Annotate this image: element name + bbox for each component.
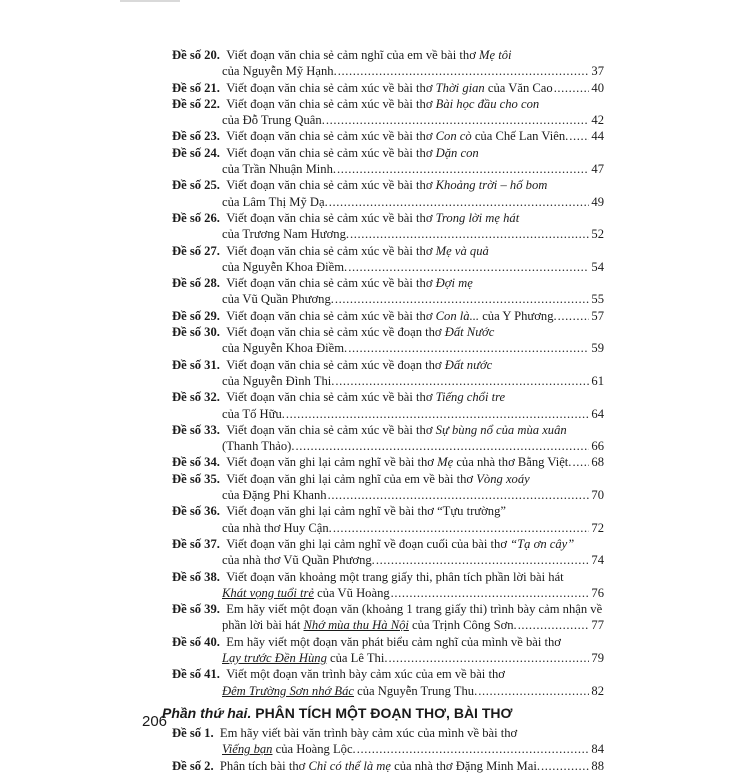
title-text: của Lâm Thị Mỹ Dạ. (222, 194, 328, 209)
title-text: Viết đoạn văn ghi lại cảm nghĩ về bài thơ “Tựu trường” (226, 504, 506, 519)
dot-leader (338, 63, 589, 79)
entry-title (222, 617, 517, 633)
title-text: của Đặng Phi Khanh (222, 488, 327, 503)
toc-entry (172, 47, 604, 80)
page-ref: 37 (591, 64, 604, 79)
dot-leader (348, 259, 589, 275)
page-ref: 70 (591, 488, 604, 503)
exercise-number: Đề số 35. (172, 471, 220, 486)
entry-title (222, 194, 328, 210)
title-text: Viết đoạn văn chia sẻ cảm xúc về bài thơ (226, 210, 436, 225)
dot-leader (350, 226, 589, 242)
toc-entry (172, 422, 604, 455)
toc-entry-line (172, 63, 604, 79)
title-text: Em hãy viết bài văn trình bày cảm xúc của mình về bài thơ (219, 726, 518, 741)
toc-entry (172, 243, 604, 276)
section-title: PHÂN TÍCH MỘT ĐOẠN THƠ, BÀI THƠ (251, 704, 513, 721)
work-title: “Tạ ơn cây” (510, 536, 575, 551)
toc-entry (172, 210, 604, 243)
toc-entry-line (172, 161, 604, 177)
toc-entry-line (172, 291, 604, 307)
toc-entry-line (172, 471, 604, 487)
exercise-number: Đề số 31. (172, 357, 220, 372)
exercise-number: Đề số 28. (172, 276, 220, 291)
page-ref: 76 (591, 585, 604, 600)
section-label: Phần thứ hai. (162, 704, 252, 721)
entry-title (220, 758, 540, 774)
dot-leader (572, 454, 589, 470)
entry-title (222, 112, 325, 128)
toc-entry (172, 145, 604, 178)
entry-title (222, 340, 347, 356)
title-text: Viết đoạn văn chia sẻ cảm xúc về bài thơ (226, 80, 436, 95)
work-title (222, 684, 354, 698)
title-text: của Nguyễn Đình Thi. (222, 373, 335, 388)
title-text: của Chế Lan Viên. (471, 129, 569, 144)
exercise-number: Đề số 20. (172, 48, 220, 62)
title-text: của Vũ Quần Phương. (222, 292, 334, 307)
work-title: Chỉ có thể là mẹ (308, 758, 391, 773)
toc-part-one (172, 47, 604, 699)
exercise-number: Đề số 34. (172, 455, 220, 470)
toc-entry (172, 569, 604, 602)
entry-title (226, 569, 563, 585)
work-title: Vòng xoáy (476, 471, 530, 486)
entry-title (222, 683, 477, 699)
entry-title (222, 520, 332, 536)
title-text: của Hoàng Lộc. (272, 742, 356, 757)
toc-entry-line (172, 96, 604, 112)
toc-entry-line (172, 275, 604, 291)
dot-leader (389, 650, 589, 666)
exercise-number: Đề số 23. (172, 129, 220, 144)
toc-entry-line (172, 725, 604, 741)
title-text: của nhà thơ Vũ Quần Phương. (222, 553, 375, 568)
title-text: Viết đoạn văn chia sẻ cảm xúc về bài thơ (226, 422, 436, 437)
page-number: 206 (142, 713, 168, 730)
page-ref: 57 (591, 308, 604, 323)
entry-title (222, 161, 336, 177)
work-title: Sự bùng nổ của mùa xuân (435, 422, 567, 437)
exercise-number: Đề số 41. (172, 667, 220, 682)
work-title: Đất Nước (444, 325, 495, 340)
work-title: Con là... (435, 308, 480, 323)
title-text: của Trịnh Công Sơn. (408, 618, 517, 633)
dot-leader (569, 128, 589, 144)
exercise-number: Đề số 39. (172, 602, 220, 617)
title-text: của nhà thơ Đặng Minh Mai. (390, 758, 540, 773)
work-title: Đất nước (444, 357, 493, 372)
entry-title (226, 601, 602, 617)
dot-leader (376, 552, 589, 568)
dot-leader (478, 683, 589, 699)
toc-entry-line (172, 128, 604, 144)
dot-leader (558, 308, 589, 324)
toc-entry-line (172, 406, 604, 422)
title-text: Viết một đoạn văn trình bày cảm xúc của em về bài thơ (226, 667, 505, 682)
toc-entry-line (172, 487, 604, 503)
entry-title (222, 259, 347, 275)
entry-title (222, 291, 334, 307)
title-text: Viết đoạn văn chia sẻ cảm xúc về bài thơ (226, 276, 436, 291)
page-ref: 55 (591, 292, 604, 307)
work-title-text: Viếng bạn (222, 742, 273, 757)
toc-entry-line (172, 585, 604, 601)
exercise-number: Đề số 26. (172, 210, 220, 225)
page-ref: 82 (591, 683, 604, 698)
entry-title (222, 226, 349, 242)
exercise-number: Đề số 33. (172, 422, 220, 437)
toc-entry (172, 601, 604, 634)
page-ref: 84 (591, 742, 604, 757)
toc-entry-line (172, 666, 604, 682)
work-title: Mẹ và quả (435, 243, 489, 258)
toc-entry-line (172, 80, 604, 96)
toc-entry-line (172, 454, 604, 470)
title-text: của nhà thơ Huy Cận. (222, 520, 332, 535)
toc-entry (172, 725, 604, 758)
title-text: Viết đoạn văn chia sẻ cảm xúc về bài thơ (226, 243, 436, 258)
page-ref: 72 (591, 520, 604, 535)
title-text: Viết đoạn văn chia sẻ cảm xúc về bài thơ (226, 390, 436, 405)
title-text: (Thanh Thảo). (222, 439, 295, 454)
work-title-text: Đêm Trường Sơn nhớ Bác (222, 683, 354, 698)
toc-entry (172, 666, 604, 699)
entry-title (226, 324, 494, 340)
exercise-number: Đề số 29. (172, 308, 220, 323)
entry-title (222, 406, 285, 422)
toc-entry (172, 177, 604, 210)
section-heading (162, 705, 604, 721)
entry-title (222, 438, 295, 454)
exercise-number: Đề số 1. (172, 726, 214, 741)
page-ref: 40 (591, 80, 604, 95)
toc-entry-line (172, 503, 604, 519)
work-title (222, 742, 272, 756)
work-title: Con cò (435, 129, 472, 144)
toc-entry (172, 308, 604, 324)
page-ref: 59 (591, 341, 604, 356)
toc-entry (172, 324, 604, 357)
toc-entry-line (172, 324, 604, 340)
toc-entry-line (172, 373, 604, 389)
work-title (304, 618, 409, 632)
toc-entry (172, 758, 604, 774)
entry-title (226, 454, 571, 470)
toc-entry (172, 454, 604, 470)
dot-leader (333, 520, 589, 536)
toc-entry-line (172, 340, 604, 356)
entry-title (222, 63, 337, 79)
toc-entry-line (172, 758, 604, 774)
work-title-text: Nhớ mùa thu Hà Nội (303, 618, 409, 633)
toc-entry (172, 471, 604, 504)
entry-title (226, 96, 539, 112)
work-title (222, 651, 327, 665)
entry-title (226, 275, 473, 291)
title-text: Viết đoạn văn ghi lại cảm nghĩ của em về bài thơ (226, 471, 477, 486)
exercise-number: Đề số 38. (172, 569, 220, 584)
entry-title (226, 422, 566, 438)
entry-title (226, 471, 530, 487)
dot-leader (286, 406, 589, 422)
exercise-number: Đề số 30. (172, 325, 220, 340)
toc-entry (172, 80, 604, 96)
title-text: Viết đoạn văn chia sẻ cảm xúc về đoạn thơ (226, 357, 445, 372)
title-text: của Nguyễn Khoa Điềm. (222, 341, 348, 356)
entry-title (226, 666, 505, 682)
work-title-text: Lạy trước Đền Hùng (222, 650, 327, 665)
toc-entry-line (172, 389, 604, 405)
exercise-number: Đề số 21. (172, 80, 220, 95)
title-text: Viết đoạn văn chia sẻ cảm xúc về bài thơ (226, 129, 436, 144)
toc-entry-line (172, 308, 604, 324)
title-text: của Nguyễn Khoa Điềm. (222, 259, 348, 274)
exercise-number: Đề số 36. (172, 504, 220, 519)
title-text: của Vũ Hoàng (314, 585, 390, 600)
toc-entry-line (172, 650, 604, 666)
page-ref: 68 (591, 455, 604, 470)
title-text: Viết đoạn văn chia sẻ cảm xúc về bài thơ (226, 145, 436, 160)
title-text: của Nguyễn Trung Thu. (353, 683, 478, 698)
dot-leader (326, 112, 589, 128)
toc-entry-line (172, 145, 604, 161)
work-title: Mẹ tôi (479, 48, 512, 62)
entry-title (226, 634, 561, 650)
toc-entry-line (172, 243, 604, 259)
title-text: Viết đoạn văn ghi lại cảm nghĩ về bài thơ (226, 455, 438, 470)
toc-entry-line (172, 194, 604, 210)
toc-entry-line (172, 177, 604, 193)
table-of-contents (162, 47, 604, 774)
entry-title (226, 47, 511, 63)
toc-entry (172, 96, 604, 129)
title-text: của Nguyễn Mỹ Hạnh. (222, 64, 337, 79)
page-ref: 77 (591, 618, 604, 633)
work-title: Tiếng chổi tre (435, 390, 506, 405)
title-text: của Trần Nhuận Minh. (222, 162, 337, 177)
toc-entry-line (172, 552, 604, 568)
toc-entry (172, 128, 604, 144)
title-text: Em hãy viết một đoạn văn (khoảng 1 trang giấy thi) trình bày cảm nhận về (226, 602, 603, 617)
dot-leader (554, 80, 589, 96)
dot-leader (337, 161, 589, 177)
toc-entry-line (172, 47, 604, 63)
entry-title (222, 650, 388, 666)
exercise-number: Đề số 37. (172, 536, 220, 551)
toc-entry-line (172, 683, 604, 699)
toc-entry-line (172, 569, 604, 585)
title-text: của nhà thơ Bằng Việt. (453, 455, 572, 470)
toc-entry (172, 357, 604, 390)
page-ref: 61 (591, 373, 604, 388)
title-text: Em hãy viết một đoạn văn phát biểu cảm nghĩ của mình về bài thơ (226, 634, 561, 649)
page-ref: 49 (591, 194, 604, 209)
title-text: của Đỗ Trung Quân. (222, 113, 325, 128)
toc-entry-line (172, 226, 604, 242)
entry-title (226, 536, 574, 552)
title-text: của Trương Nam Hương. (222, 227, 350, 242)
entry-title (226, 389, 505, 405)
title-text: của Tố Hữu. (222, 406, 285, 421)
entry-title (226, 503, 506, 519)
work-title: Bài học đầu cho con (435, 96, 540, 111)
toc-entry (172, 503, 604, 536)
entry-title (226, 145, 478, 161)
exercise-number: Đề số 25. (172, 178, 220, 193)
title-text: Viết đoạn văn chia sẻ cảm nghĩ của em về bài thơ (226, 48, 480, 62)
toc-entry-line (172, 438, 604, 454)
title-text: của Y Phương. (479, 308, 557, 323)
exercise-number: Đề số 24. (172, 145, 220, 160)
page-ref: 79 (591, 650, 604, 665)
entry-title (222, 552, 375, 568)
title-text: Viết đoạn văn ghi lại cảm nghĩ về đoạn cuối của bài thơ (226, 536, 511, 551)
title-text: phần lời bài hát (222, 618, 304, 633)
exercise-number: Đề số 2. (172, 758, 214, 773)
toc-entry-line (172, 634, 604, 650)
toc-entry-line (172, 357, 604, 373)
dot-leader (348, 340, 589, 356)
entry-title (222, 373, 334, 389)
exercise-number: Đề số 40. (172, 634, 220, 649)
entry-title (222, 585, 390, 601)
toc-entry-line (172, 536, 604, 552)
work-title: Mẹ (437, 455, 454, 470)
toc-entry-line (172, 617, 604, 633)
exercise-number: Đề số 27. (172, 243, 220, 258)
title-text: Viết đoạn văn chia sẻ cảm xúc về đoạn thơ (226, 325, 445, 340)
dot-leader (518, 617, 589, 633)
title-text: Viết đoạn văn khoảng một trang giấy thi, phân tích phần lời bài hát (226, 569, 564, 584)
work-title: Khoảng trời – hố bom (435, 178, 548, 193)
toc-entry (172, 536, 604, 569)
toc-entry (172, 275, 604, 308)
exercise-number: Đề số 22. (172, 96, 220, 111)
dot-leader (328, 487, 589, 503)
work-title-text: Khát vọng tuổi trẻ (222, 585, 314, 600)
page-ref: 64 (591, 406, 604, 421)
work-title: Trong lời mẹ hát (435, 210, 520, 225)
work-title (222, 586, 314, 600)
work-title: Dặn con (435, 145, 479, 160)
toc-entry-line (172, 210, 604, 226)
title-text: Viết đoạn văn chia sẻ cảm xúc về bài thơ (226, 96, 436, 111)
toc-entry-line (172, 520, 604, 536)
entry-title (226, 177, 547, 193)
entry-title (226, 80, 552, 96)
title-text: Viết đoạn văn chia sẻ cảm xúc về bài thơ (226, 178, 436, 193)
toc-entry-line (172, 422, 604, 438)
toc-entry-line (172, 259, 604, 275)
toc-entry (172, 634, 604, 667)
dot-leader (296, 438, 589, 454)
entry-title (226, 210, 519, 226)
work-title: Thời gian (435, 80, 485, 95)
page-ref: 42 (591, 113, 604, 128)
page-ref: 52 (591, 227, 604, 242)
entry-title (226, 308, 556, 324)
entry-title (226, 357, 492, 373)
entry-title (226, 243, 489, 259)
exercise-number: Đề số 32. (172, 390, 220, 405)
title-text: của Lê Thi. (326, 650, 388, 665)
page-ref: 47 (591, 162, 604, 177)
page-ref: 44 (591, 129, 604, 144)
title-text: Viết đoạn văn chia sẻ cảm xúc về bài thơ (226, 308, 436, 323)
dot-leader (335, 373, 589, 389)
dot-leader (541, 758, 589, 774)
page-ref: 54 (591, 259, 604, 274)
toc-entry-line (172, 601, 604, 617)
dot-leader (329, 194, 589, 210)
toc-entry (172, 389, 604, 422)
title-text: Phân tích bài thơ (219, 758, 309, 773)
page-ref: 74 (591, 553, 604, 568)
entry-title (220, 725, 517, 741)
dot-leader (335, 291, 589, 307)
entry-title (226, 128, 568, 144)
dot-leader (391, 585, 589, 601)
work-title: Đợi mẹ (435, 276, 473, 291)
toc-entry-line (172, 112, 604, 128)
page-ref: 66 (591, 439, 604, 454)
top-edge-line (120, 0, 180, 2)
title-text: của Văn Cao (484, 80, 553, 95)
entry-title (222, 487, 327, 503)
page-ref: 88 (591, 758, 604, 773)
